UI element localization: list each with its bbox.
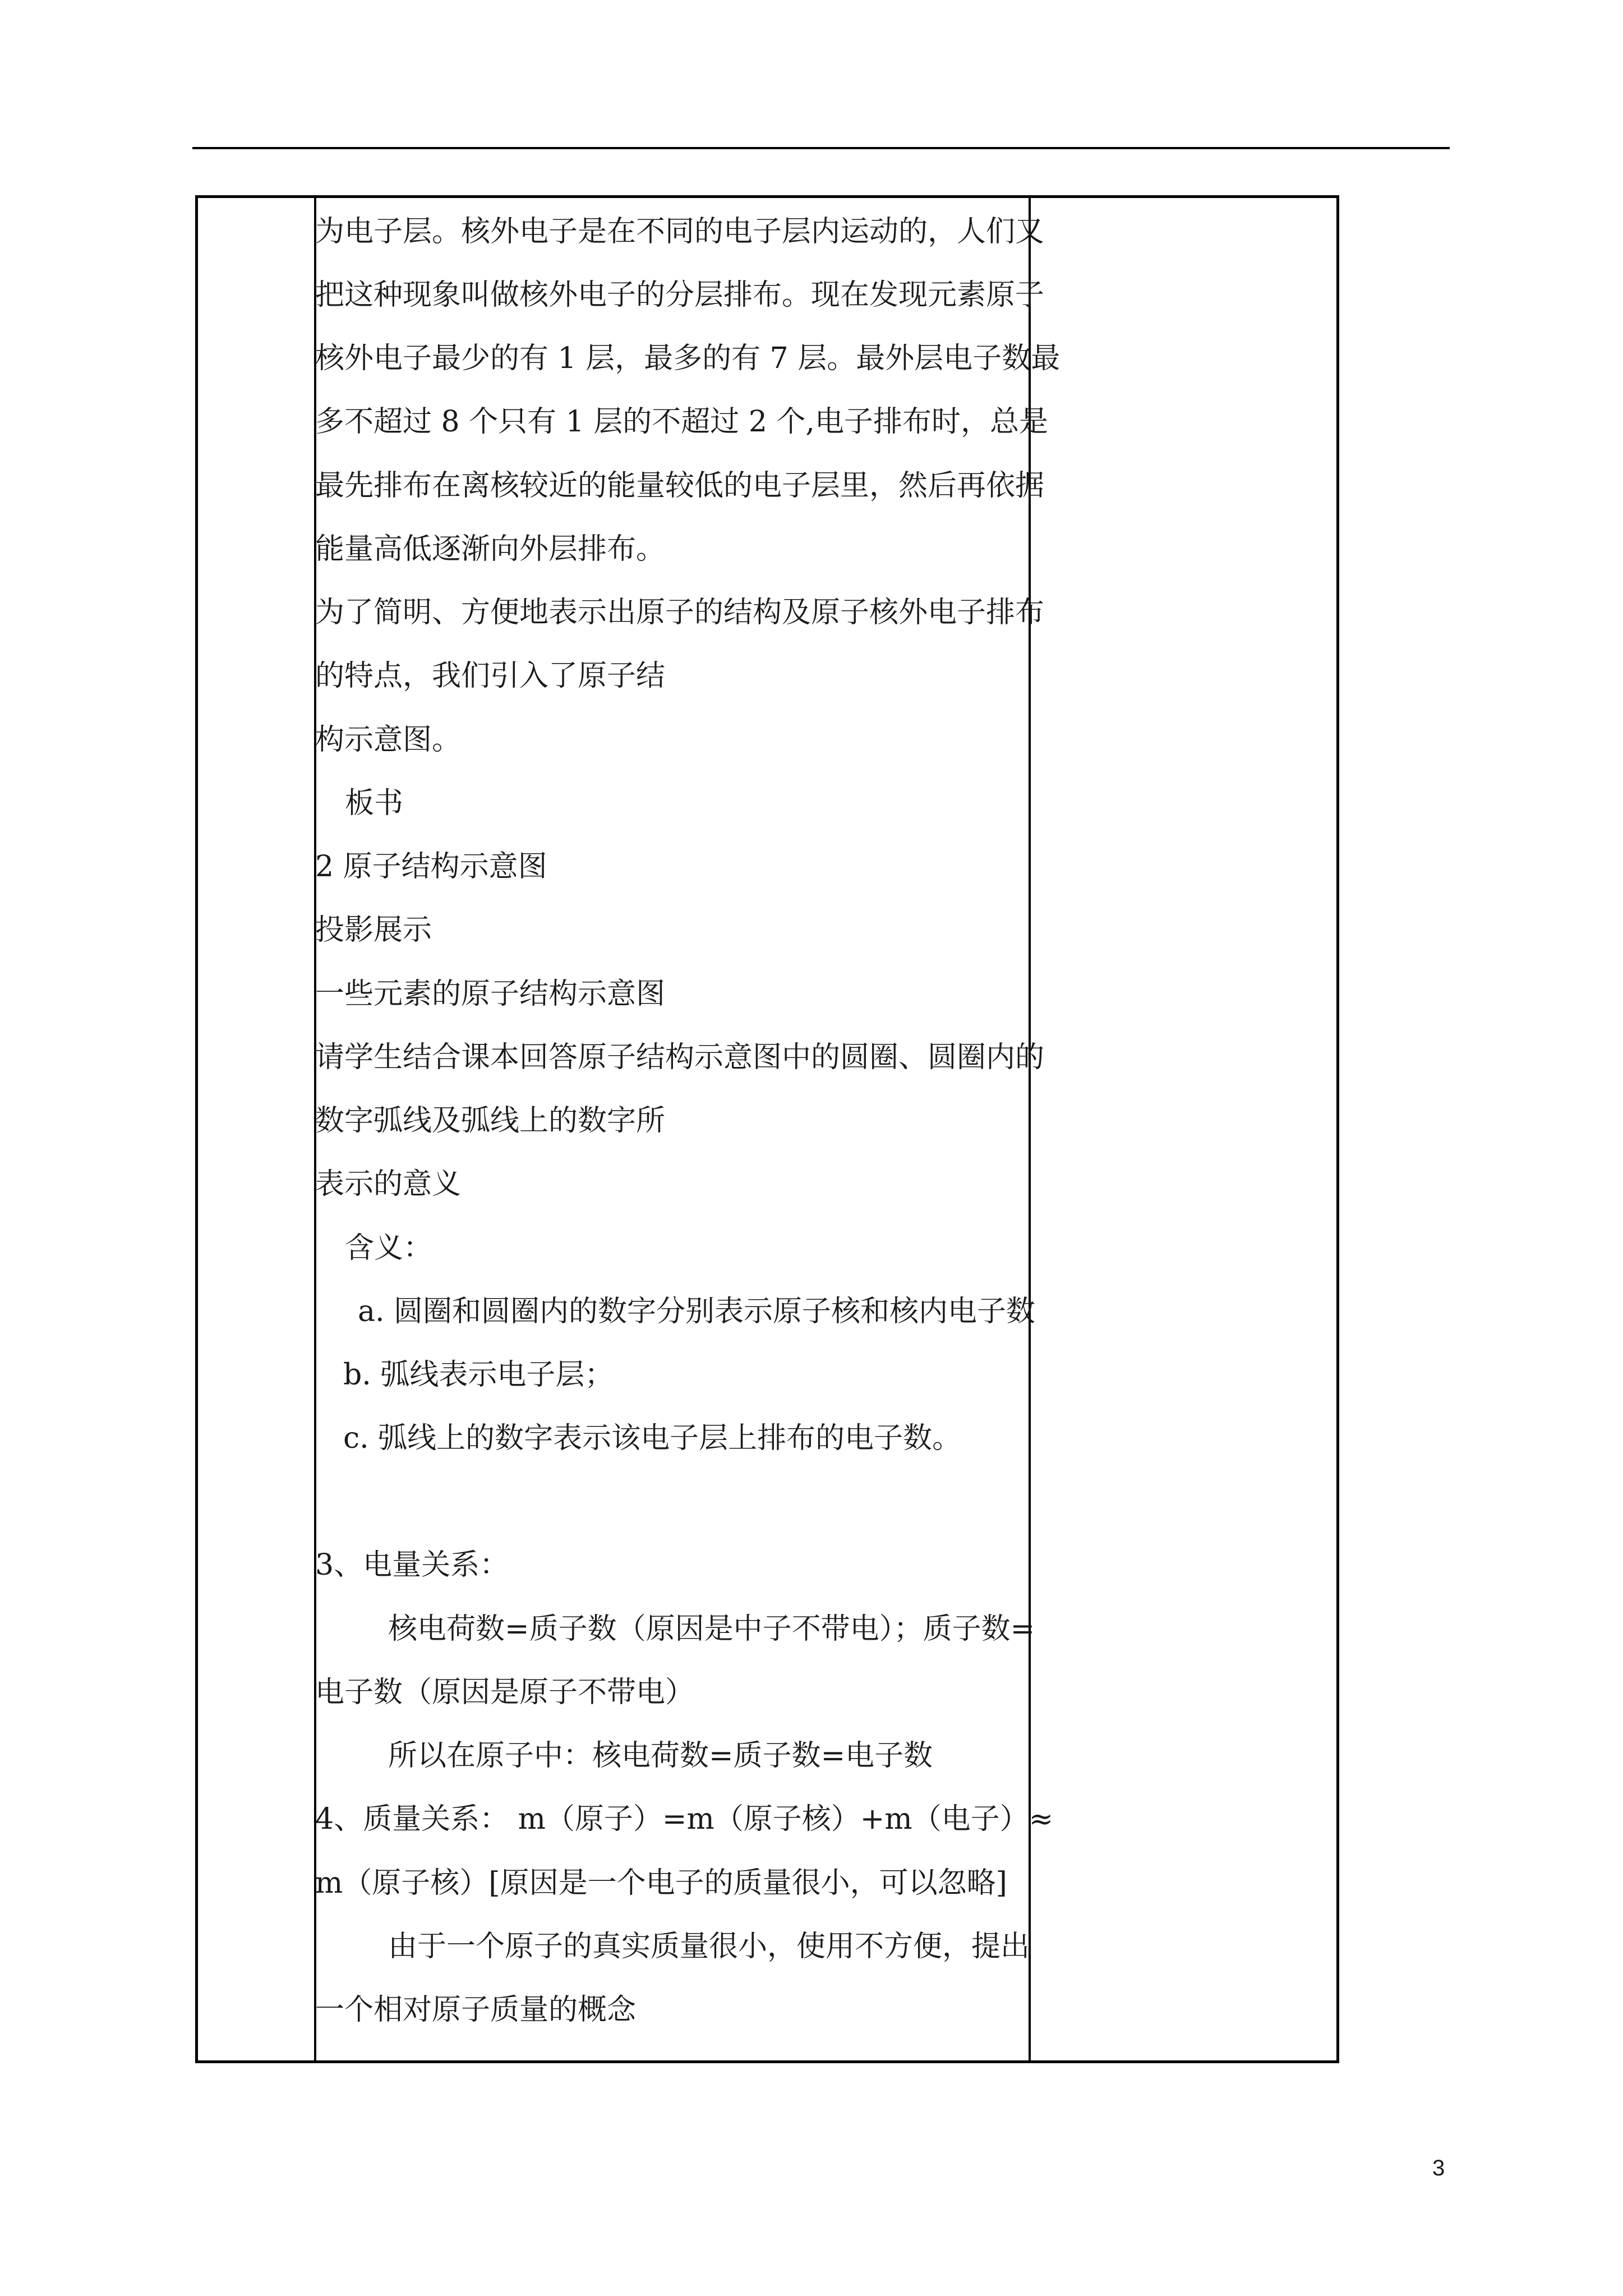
text-line-16: 表示的意义 [315, 1167, 462, 1201]
text-line-14: 请学生结合课本回答原子结构示意图中的圆圈、圆圈内的 [315, 1041, 1045, 1074]
meaning-item-b: b. 弧线表示电子层； [343, 1358, 614, 1392]
text-line-6: 能量高低逐渐向外层排布。 [315, 532, 666, 566]
text-line-5: 最先排布在离核较近的能量较低的电子层里，然后再依据 [315, 469, 1045, 503]
text-line-28: 一个相对原子质量的概念 [315, 1993, 637, 2027]
page-number: 3 [1432, 2156, 1445, 2180]
text-line-15: 数字弧线及弧线上的数字所 [315, 1104, 666, 1138]
text-line-projection: 投影展示 [315, 913, 432, 947]
text-line-2: 把这种现象叫做核外电子的分层排布。现在发现元素原子 [315, 278, 1045, 312]
text-line-8: 的特点，我们引入了原子结 [315, 659, 666, 693]
text-line-24: 所以在原子中：核电荷数=质子数=电子数 [388, 1739, 933, 1773]
meaning-item-c: c. 弧线上的数字表示该电子层上排布的电子数。 [343, 1421, 962, 1455]
text-line-4: 多不超过 8 个只有 1 层的不超过 2 个,电子排布时，总是 [315, 405, 1048, 439]
text-line-1: 为电子层。核外电子是在不同的电子层内运动的，人们又 [315, 215, 1045, 249]
text-line-23: 电子数（原因是原子不带电） [315, 1676, 695, 1709]
heading-mass-relation: 4、质量关系： m（原子）=m（原子核）+m（电子）≈ [315, 1802, 1054, 1836]
heading-charge-relation: 3、电量关系： [315, 1548, 509, 1582]
heading-banshu: 板书 [345, 786, 404, 820]
text-line-26: m（原子核）[原因是一个电子的质量很小，可以忽略] [315, 1866, 1007, 1900]
text-line-22: 核电荷数=质子数（原因是中子不带电）；质子数= [388, 1612, 1035, 1646]
text-line-7: 为了简明、方便地表示出原子的结构及原子核外电子排布 [315, 596, 1045, 629]
text-line-13: 一些元素的原子结构示意图 [315, 977, 666, 1011]
meaning-label: 含义： [345, 1231, 433, 1265]
text-line-9: 构示意图。 [315, 723, 462, 757]
text-line-27: 由于一个原子的真实质量很小，使用不方便，提出 [388, 1930, 1030, 1963]
meaning-item-a: a. 圆圈和圆圈内的数字分别表示原子核和核内电子数 [358, 1295, 1036, 1328]
text-line-3: 核外电子最少的有 1 层，最多的有 7 层。最外层电子数最 [315, 342, 1061, 375]
header-rule [192, 147, 1450, 149]
heading-atomic-structure-diagram: 2 原子结构示意图 [315, 850, 547, 884]
